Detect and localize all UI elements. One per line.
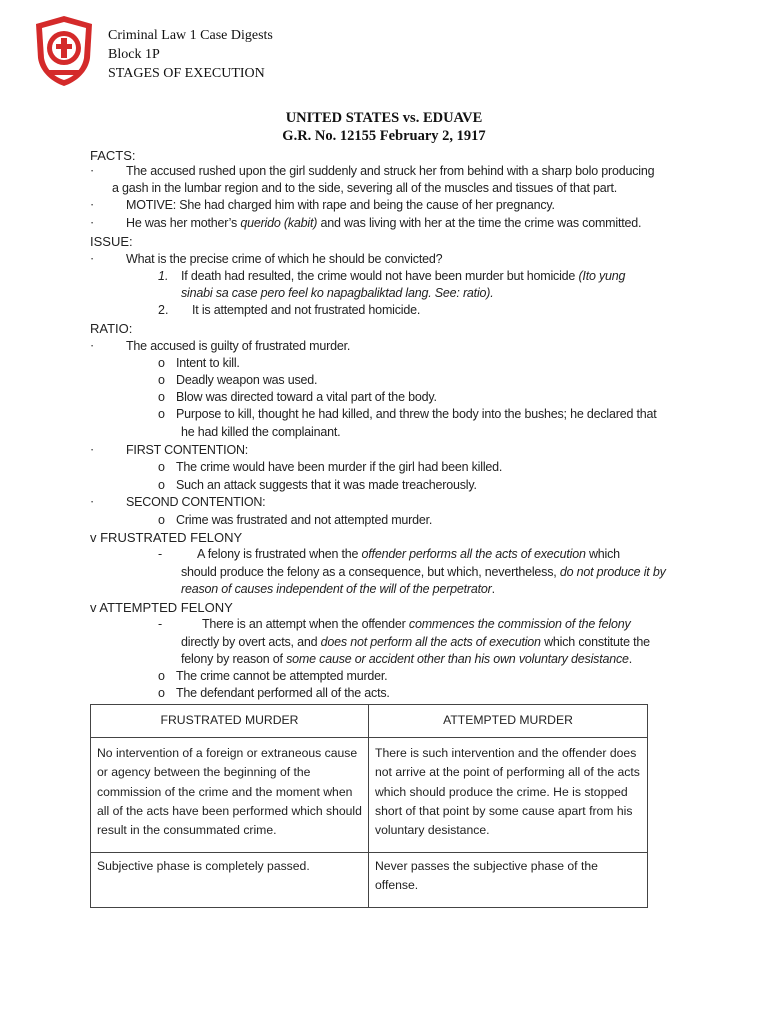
sub-bullet: o — [158, 373, 165, 387]
definition-line — [202, 616, 631, 633]
comparison-table — [90, 704, 648, 908]
bullet: · — [90, 198, 95, 212]
issue-answer: It is attempted and not frustrated homicide. — [192, 303, 421, 317]
table-cell: Never passes the subjective phase of the offense. — [369, 853, 648, 908]
sub-bullet: o — [158, 686, 165, 700]
facts-line — [126, 215, 641, 232]
ratio-item: Blow was directed toward a vital part of the body. — [176, 390, 437, 404]
table-row — [91, 738, 648, 853]
text-span: and was living with her at the time the crime was committed. — [317, 216, 642, 230]
bullet: · — [90, 495, 95, 509]
ratio-item: Purpose to kill, thought he had killed, and threw the body into the bushes; he declared that — [176, 407, 657, 421]
sub-bullet: o — [158, 478, 165, 492]
facts-heading: FACTS: — [90, 148, 136, 163]
italic-span: (Ito yung — [578, 269, 626, 283]
ratio-heading: RATIO: — [90, 321, 133, 336]
table-cell: Subjective phase is completely passed. — [91, 853, 369, 908]
text-span: directly by overt acts, and — [181, 635, 321, 649]
facts-line: a gash in the lumbar region and to the side, severing all of the muscles and tissues of that part. — [112, 181, 618, 195]
issue-number: 2. — [158, 303, 169, 317]
text-span: If death had resulted, the crime would not have been murder but homicide — [181, 269, 579, 283]
table-cell: No intervention of a foreign or extraneous cause or agency between the beginning of the commission of the crime and the moment when all of the acts have been performed which should result in the consummated crime. — [91, 738, 369, 853]
text-span: . — [491, 582, 495, 596]
issue-number: 1. — [158, 269, 169, 283]
sub-bullet: o — [158, 407, 165, 421]
contention-item: The crime would have been murder if the girl had been killed. — [176, 460, 503, 474]
table-header-row — [91, 705, 648, 738]
text-span: There is an attempt when the offender — [202, 617, 409, 631]
text-span: A felony is frustrated when the — [197, 547, 362, 561]
italic-span: offender performs all the acts of execution — [361, 547, 586, 561]
bullet: · — [90, 252, 95, 266]
table-header-cell: ATTEMPTED MURDER — [369, 705, 648, 738]
text-span: which constitute the — [540, 635, 650, 649]
table-header-cell: FRUSTRATED MURDER — [91, 705, 369, 738]
facts-motive: MOTIVE: She had charged him with rape and being the cause of her pregnancy. — [126, 198, 555, 212]
text-span: which — [585, 547, 620, 561]
bullet: · — [90, 339, 95, 353]
dash: - — [158, 547, 163, 561]
ratio-item-cont: he had killed the complainant. — [181, 425, 341, 439]
second-contention-heading: SECOND CONTENTION: — [126, 495, 266, 509]
attempted-felony-heading: v ATTEMPTED FELONY — [90, 600, 233, 615]
issue-question: What is the precise crime of which he should be convicted? — [126, 252, 443, 266]
sub-bullet: o — [158, 460, 165, 474]
case-gr-number: G.R. No. 12155 February 2, 1917 — [282, 128, 486, 144]
topic-label: STAGES OF EXECUTION — [108, 66, 265, 81]
sub-bullet: o — [158, 669, 165, 683]
sub-bullet: o — [158, 356, 165, 370]
italic-span: some cause or accident other than his own voluntary desistance — [286, 652, 629, 666]
italic-span: does not perform all the acts of execution — [320, 635, 541, 649]
issue-heading: ISSUE: — [90, 234, 133, 249]
issue-answer-cont: sinabi sa case pero feel ko napagbaliktad lang. See: ratio). — [181, 286, 494, 300]
text-span: felony by reason of — [181, 652, 287, 666]
frustrated-felony-heading: v FRUSTRATED FELONY — [90, 530, 243, 545]
attempted-item: The defendant performed all of the acts. — [176, 686, 390, 700]
bullet: · — [90, 164, 95, 178]
table-cell: There is such intervention and the offender does not arrive at the point of performing all of the acts which should produce the crime. He is stopped short of that point by some cause apart from his voluntary desistance. — [369, 738, 648, 853]
bullet: · — [90, 443, 95, 457]
issue-answer — [181, 268, 625, 285]
italic-span: querido (kabit) — [240, 216, 318, 230]
text-span: . — [628, 652, 633, 666]
definition-line — [181, 634, 650, 651]
first-contention-heading: FIRST CONTENTION: — [126, 443, 249, 457]
document-header — [108, 26, 273, 83]
table-row — [91, 853, 648, 908]
italic-span: reason of causes independent of the will of the perpetrator — [181, 582, 492, 596]
definition-line — [197, 546, 620, 563]
definition-line — [181, 651, 632, 668]
definition-line — [181, 581, 495, 598]
ratio-item: Deadly weapon was used. — [176, 373, 318, 387]
text-span: should produce the felony as a consequence, but which, nevertheless, — [181, 565, 560, 579]
school-seal-logo — [32, 14, 96, 88]
dash: - — [158, 617, 163, 631]
block-label: Block 1P — [108, 47, 160, 62]
case-title: UNITED STATES vs. EDUAVE — [285, 110, 483, 126]
facts-line: The accused rushed upon the girl suddenly and struck her from behind with a sharp bolo producing — [126, 164, 655, 178]
contention-item: Crime was frustrated and not attempted murder. — [176, 513, 433, 527]
course-title: Criminal Law 1 Case Digests — [108, 28, 273, 43]
italic-span: commences the commission of the felony — [408, 617, 631, 631]
definition-line — [181, 564, 666, 581]
sub-bullet: o — [158, 390, 165, 404]
italic-span: do not produce it by — [559, 565, 666, 579]
bullet: · — [90, 216, 95, 230]
ratio-line: The accused is guilty of frustrated murder. — [126, 339, 351, 353]
ratio-item: Intent to kill. — [176, 356, 240, 370]
sub-bullet: o — [158, 513, 165, 527]
text-span: He was her mother’s — [126, 216, 241, 230]
attempted-item: The crime cannot be attempted murder. — [176, 669, 388, 683]
contention-item: Such an attack suggests that it was made treacherously. — [176, 478, 477, 492]
